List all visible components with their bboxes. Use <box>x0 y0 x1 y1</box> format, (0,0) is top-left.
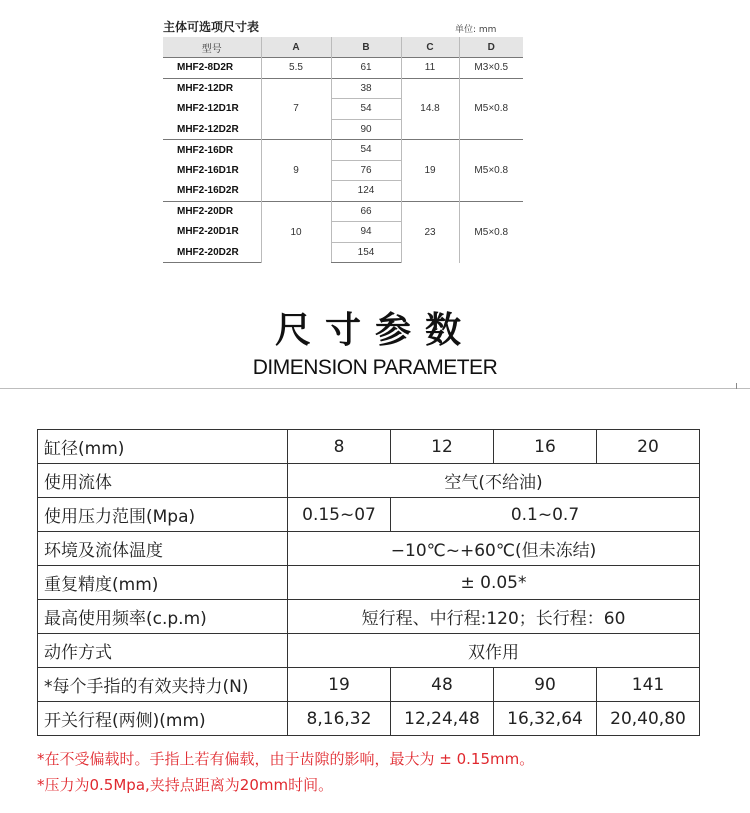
b-cell: 61 <box>331 58 401 79</box>
options-table-unit: 单位: mm <box>455 25 497 35</box>
b-cell: 38 <box>331 78 401 99</box>
header-c: C <box>401 37 459 58</box>
b-cell: 90 <box>331 119 401 140</box>
bore-20: 20 <box>597 430 700 464</box>
footnote-pressure: *压力为0.5Mpa,夹持点距离为20mm时间。 <box>37 776 334 794</box>
model-cell: MHF2-16DR <box>163 140 261 161</box>
table-row <box>163 58 523 79</box>
model-cell: MHF2-12D2R <box>177 123 239 135</box>
freq-value: 短行程、中行程:120；长行程：60 <box>288 600 700 634</box>
b-cell: 54 <box>331 99 401 120</box>
d-cell: M3×0.5 <box>459 58 523 79</box>
stroke-20: 20,40,80 <box>597 702 700 736</box>
footnote-offset-load: *在不受偏载时。手指上若有偏载，由于齿隙的影响，最大为 ± 0.15mm。 <box>37 750 535 768</box>
divider-line <box>0 388 750 389</box>
b-cell: 66 <box>331 201 401 222</box>
header-b: B <box>331 37 401 58</box>
a-cell: 10 <box>261 201 331 263</box>
pressure-value-rest: 0.1~0.7 <box>391 498 700 532</box>
force-20: 141 <box>597 668 700 702</box>
d-cell: M5×0.8 <box>459 140 523 202</box>
table-row <box>38 634 700 668</box>
options-table-title: 主体可选项尺寸表 <box>163 20 260 34</box>
repeat-value: ± 0.05* <box>288 566 700 600</box>
force-label: *每个手指的有效夹持力(N) <box>38 668 288 702</box>
d-cell: M5×0.8 <box>459 201 523 263</box>
fluid-value: 空气(不给油) <box>288 464 700 498</box>
stroke-16: 16,32,64 <box>494 702 597 736</box>
force-12: 48 <box>391 668 494 702</box>
b-cell: 124 <box>331 181 401 202</box>
table-row <box>38 430 700 464</box>
table-row <box>38 702 700 736</box>
table-row <box>38 532 700 566</box>
c-cell: 19 <box>401 140 459 202</box>
model-cell: MHF2-16D2R <box>177 185 239 196</box>
force-8: 19 <box>288 668 391 702</box>
model-cell: MHF2-8D2R <box>163 58 261 79</box>
action-label: 动作方式 <box>38 634 288 668</box>
table-row <box>163 140 523 161</box>
b-cell: 154 <box>331 242 401 263</box>
model-cell: MHF2-12D1R <box>177 103 239 115</box>
options-header-row <box>163 37 523 58</box>
options-table <box>163 37 523 260</box>
repeat-label: 重复精度(mm) <box>38 566 288 600</box>
temp-label: 环境及流体温度 <box>38 532 288 566</box>
stroke-8: 8,16,32 <box>288 702 391 736</box>
action-value: 双作用 <box>288 634 700 668</box>
pressure-label: 使用压力范围(Mpa) <box>38 498 288 532</box>
a-cell: 9 <box>261 140 331 202</box>
stroke-12: 12,24,48 <box>391 702 494 736</box>
stroke-label: 开关行程(两侧)(mm) <box>38 702 288 736</box>
spec-table <box>37 429 700 736</box>
c-cell: 11 <box>401 58 459 79</box>
bore-16: 16 <box>494 430 597 464</box>
model-cell: MHF2-12DR <box>163 78 261 99</box>
table-row <box>38 668 700 702</box>
divider-tick <box>736 383 737 389</box>
model-cell: MHF2-20D2R <box>163 242 261 263</box>
b-cell: 94 <box>331 222 401 243</box>
table-row <box>38 498 700 532</box>
pressure-value-8: 0.15~07 <box>288 498 391 532</box>
header-d: D <box>459 37 523 58</box>
force-16: 90 <box>494 668 597 702</box>
section-title-en: DIMENSION PARAMETER <box>252 356 498 379</box>
table-row <box>38 566 700 600</box>
model-cell: MHF2-20DR <box>163 201 261 222</box>
bore-label: 缸径(mm) <box>38 430 288 464</box>
header-a: A <box>261 37 331 58</box>
b-cell: 76 <box>331 160 401 181</box>
model-cell: MHF2-16D1R <box>177 164 239 176</box>
b-cell: 54 <box>331 140 401 161</box>
table-row <box>38 464 700 498</box>
c-cell: 14.8 <box>401 78 459 140</box>
section-title-cn: 尺寸参数 <box>274 310 475 351</box>
bore-12: 12 <box>391 430 494 464</box>
table-row <box>163 201 523 222</box>
table-row <box>163 78 523 99</box>
table-row <box>38 600 700 634</box>
fluid-label: 使用流体 <box>38 464 288 498</box>
header-model: 型号 <box>163 37 261 58</box>
freq-label: 最高使用频率(c.p.m) <box>38 600 288 634</box>
c-cell: 23 <box>401 201 459 263</box>
a-cell: 7 <box>261 78 331 140</box>
a-cell: 5.5 <box>261 58 331 79</box>
temp-value: −10℃~+60℃(但未冻结) <box>288 532 700 566</box>
model-cell: MHF2-20D1R <box>177 226 239 238</box>
bore-8: 8 <box>288 430 391 464</box>
d-cell: M5×0.8 <box>459 78 523 140</box>
